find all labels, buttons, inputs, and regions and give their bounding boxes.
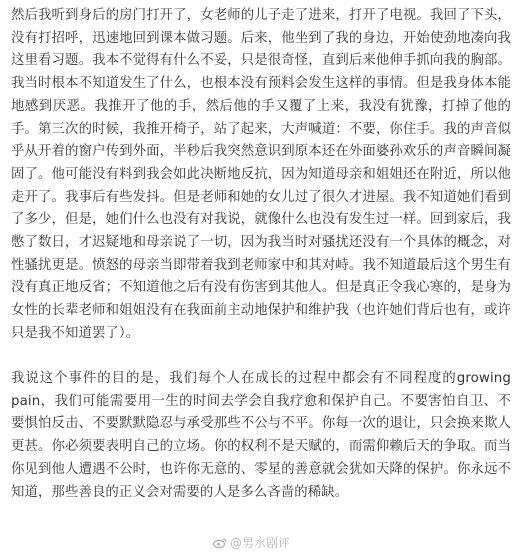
article-paragraph-1: 然后我听到身后的房门打开了，女老师的儿子走了进来，打开了电视。我回了下头，没有打招呼，迅速地回到课本做习题。后来，他坐到了我的身边，开始使劲地凑向我这里看习题。我本不觉得有什么不妥，只是很奇怪，直到后来他伸手抓向我的胸部。我当时根本不知道发生了什么，也根本没有预料会发生这样的事情。但是我身体本能地感到厌恶。我推开了他的手，然后他的手又覆了上来，我没有犹豫，打掉了他的手。第三次的时候，我推开椅子，站了起来，大声喊道：不要，你住手。我的声音似乎从开着的窗户传到外面，半秒后我突然意识到原本还在外面婆孙欢乐的声音瞬间凝固了。他可能没有料到我会如此决断地反抗，因为知道母亲和姐姐还在附近，所以他走开了。我事后有些发抖。但是老师和她的女儿过了很久才进屋。我不知道她们看到了多少，但是，她们什么也没有对我说，就像什么也没有发生过一样。回到家后，我憋了数日，才迟疑地和母亲说了一切，因为我当时对骚扰还没有一个具体的概念，对性骚扰更是。愤怒的母亲当即带着我到老师家中和其对峙。我不知道最后这个男生有没有真正地反省；不知道他之后有没有伤害到其他人。但是真正令我心寒的，是身为女性的长辈老师和姐姐没有在我面前主动地保护和维护我（也许她们背后也有，或许只是我不知道罢了）。 xyxy=(11,8,511,341)
article-paragraph-2: 我说这个事件的目的是，我们每个人在成长的过程中都会有不同程度的growing pain，我们可能需要用一生的时间去学会自我疗愈和保护自己。不要害怕自卫、不要惧怕反击、不要默默隐忍与承受那些不公与不平。你每一次的退让，只会换来欺人更甚。你必须要表明自己的立场。你的权利不是天赋的，而需仰赖后天的争取。而当你见到他人遭遇不公时，也许你无意的、零星的善意就会犹如天降的保护。你永远不知道，那些善良的正义会对需要的人是多么吝啬的稀缺。 xyxy=(11,371,511,500)
watermark-text: @男水剧评 xyxy=(229,536,290,550)
weibo-watermark xyxy=(213,534,290,551)
weibo-logo-icon xyxy=(213,537,227,548)
